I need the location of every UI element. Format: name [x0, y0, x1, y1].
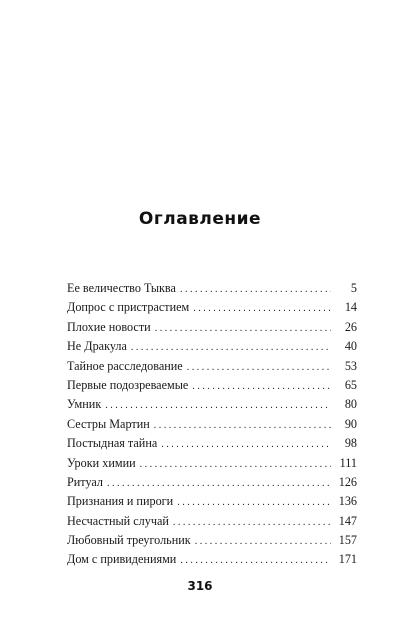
toc-page-number: 171 [338, 552, 357, 567]
dot-leader [107, 474, 331, 493]
toc-page-number: 98 [344, 436, 357, 451]
dot-leader [193, 299, 331, 318]
toc-entry-title: Ритуал [67, 474, 103, 489]
toc-entry[interactable] [67, 395, 357, 414]
toc-page-number: 147 [338, 513, 357, 528]
toc-entry[interactable] [67, 454, 357, 473]
dot-leader [154, 416, 331, 435]
dot-leader [173, 513, 331, 532]
toc-entry[interactable] [67, 531, 357, 550]
toc-entry-title: Умник [67, 397, 102, 412]
dot-leader [155, 319, 331, 338]
dot-leader [105, 396, 331, 415]
toc-entry[interactable] [67, 550, 357, 569]
toc-entry-title: Первые подозреваемые [67, 377, 189, 392]
toc-entry[interactable] [67, 376, 357, 395]
dot-leader [195, 532, 331, 551]
toc-entry-title: Допрос с пристрастием [67, 300, 190, 315]
toc-entry[interactable] [67, 357, 357, 376]
toc-entry-title: Сестры Мартин [67, 416, 150, 431]
dot-leader [192, 377, 331, 396]
dot-leader [140, 455, 331, 474]
toc-entry[interactable] [67, 279, 357, 298]
toc-page-number: 5 [350, 281, 357, 295]
dot-leader [180, 551, 331, 570]
toc-entry-title: Несчастный случай [67, 513, 169, 528]
toc-entry[interactable] [67, 337, 357, 356]
toc-page-number: 14 [344, 300, 357, 315]
dot-leader [177, 493, 331, 512]
toc-page-number: 40 [344, 339, 357, 354]
toc-entry[interactable] [67, 318, 357, 337]
toc-page-number: 65 [344, 377, 357, 392]
toc-page-number: 126 [338, 474, 357, 489]
toc-page-number: 157 [338, 533, 357, 548]
toc-entry-title: Ее величество Тыква [67, 281, 176, 295]
toc-entry[interactable] [67, 415, 357, 434]
page-number: 316 [187, 579, 213, 593]
toc-entry-title: Дом с привидениями [67, 552, 177, 567]
toc-entry-title: Постыдная тайна [67, 436, 158, 451]
toc-entry[interactable] [67, 512, 357, 531]
toc-list [67, 279, 357, 570]
toc-entry[interactable] [67, 434, 357, 453]
toc-entry-title: Признания и пироги [67, 494, 174, 509]
toc-entry-title: Плохие новости [67, 319, 151, 334]
toc-entry-title: Не Дракула [67, 339, 127, 354]
dot-leader [131, 338, 331, 357]
toc-page-number: 111 [339, 455, 357, 470]
dot-leader [161, 435, 331, 454]
toc-page-number: 80 [344, 397, 357, 412]
toc-entry-title: Любовный треугольник [67, 533, 191, 548]
toc-title: Оглавление [138, 209, 262, 229]
toc-entry-title: Уроки химии [67, 455, 136, 470]
dot-leader [180, 280, 331, 299]
toc-page-number: 26 [344, 319, 357, 334]
toc-page-number: 53 [344, 358, 357, 373]
toc-entry-title: Тайное расследование [67, 358, 183, 373]
toc-entry[interactable] [67, 473, 357, 492]
toc-entry[interactable] [67, 492, 357, 511]
toc-page-number: 90 [344, 416, 357, 431]
dot-leader [187, 358, 331, 377]
toc-page-number: 136 [338, 494, 357, 509]
toc-entry[interactable] [67, 298, 357, 317]
